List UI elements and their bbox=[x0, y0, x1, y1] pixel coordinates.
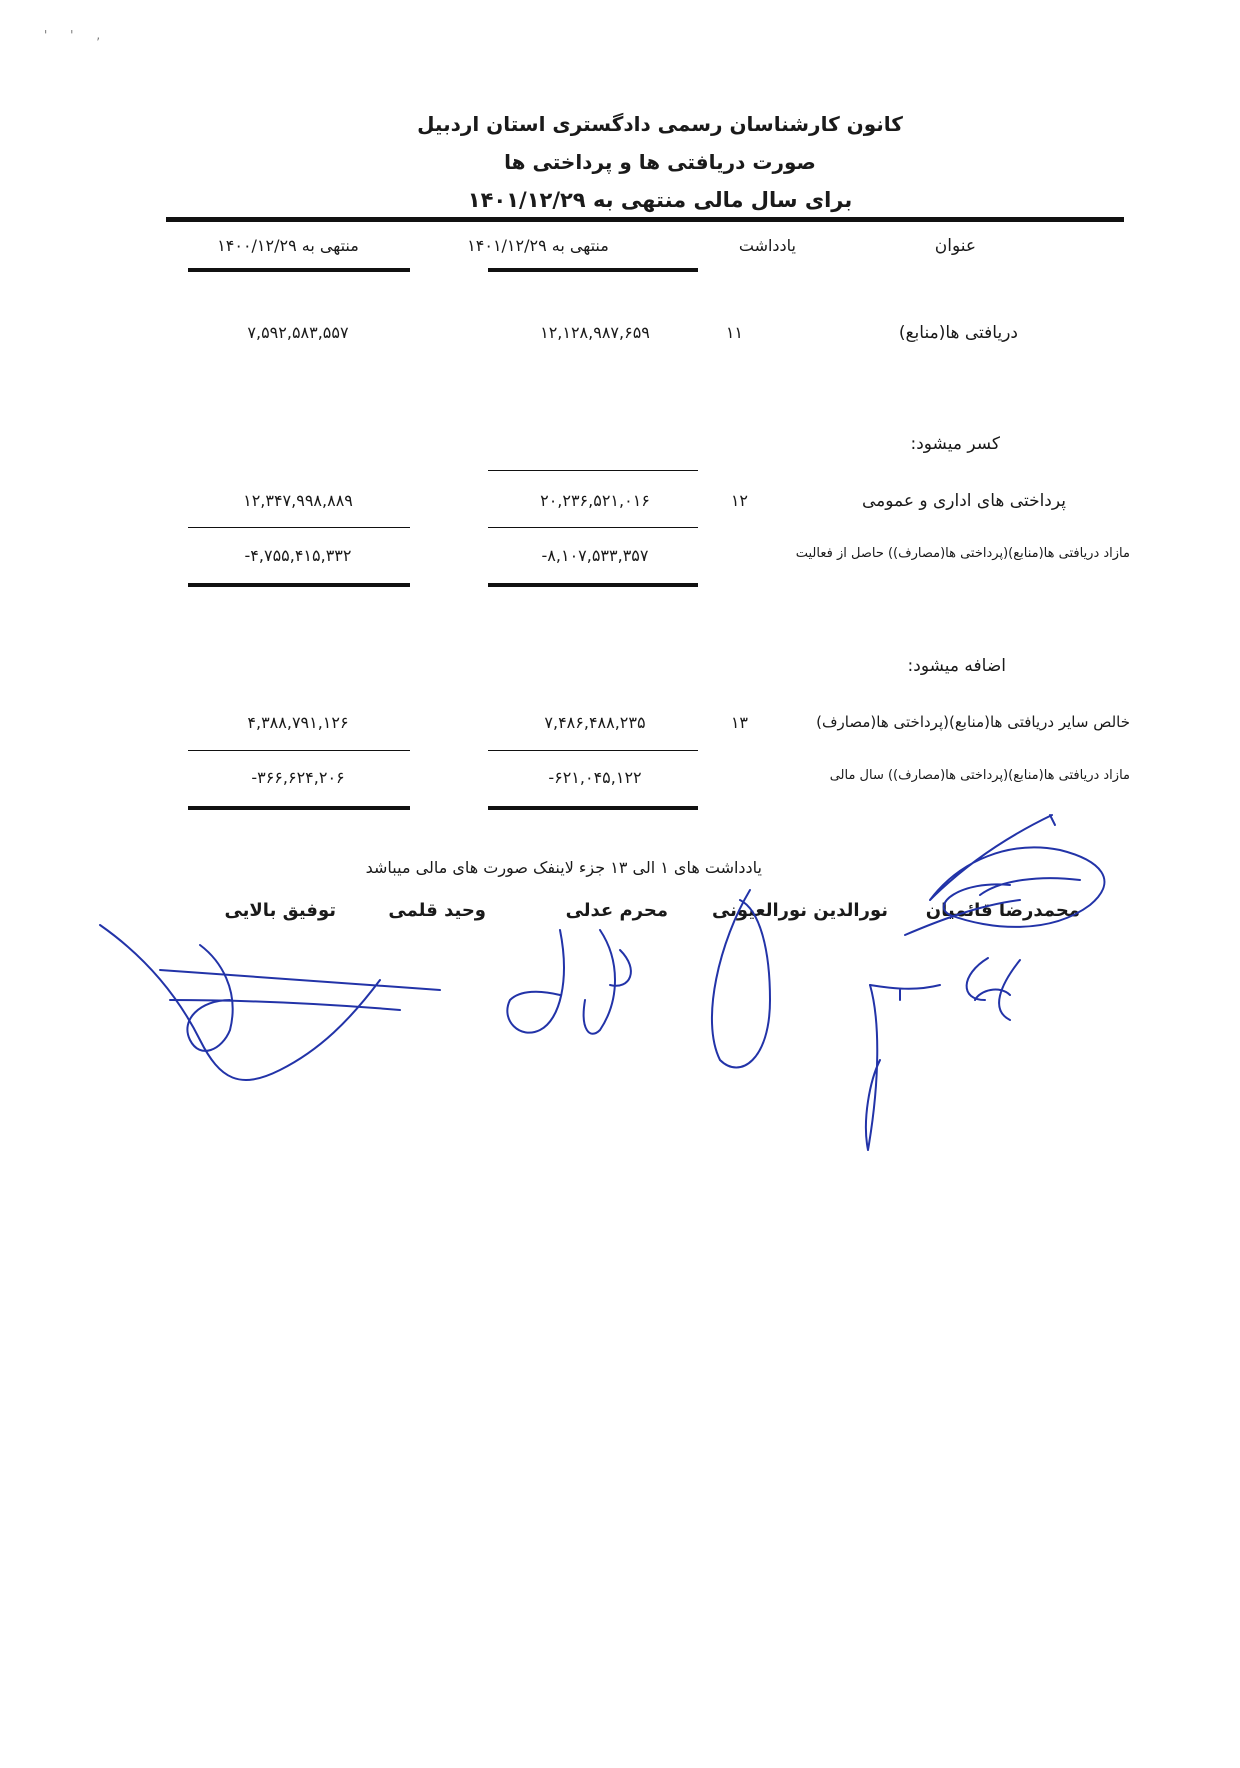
signatory-4: وحید قلمی bbox=[388, 900, 486, 921]
surplus-ops-rule-previous bbox=[188, 583, 410, 587]
col-current-rule bbox=[488, 268, 698, 272]
signature-3-ink bbox=[507, 930, 631, 1034]
other-net-previous: ۴,۳۸۸,۷۹۱,۱۲۶ bbox=[247, 713, 349, 732]
col-title: عنوان bbox=[934, 236, 976, 256]
surplus-year-previous: -۳۶۶,۶۲۴,۲۰۶ bbox=[251, 768, 345, 787]
footnote: یادداشت های ۱ الی ۱۳ جزء لاینفک صورت های مالی میباشد bbox=[365, 858, 762, 877]
scan-marks: ' ' , bbox=[44, 28, 101, 42]
other-net-note: ۱۳ bbox=[730, 713, 748, 732]
admin-rule-previous bbox=[188, 527, 410, 528]
surplus-year-label: مازاد دریافتی ها(منابع)(پرداختی ها(مصارف)) سال مالی bbox=[829, 768, 1130, 783]
receipts-label: دریافتی ها(منابع) bbox=[898, 323, 1018, 343]
statement-title: صورت دریافتی ها و پرداختی ها bbox=[504, 150, 816, 174]
signatory-3: محرم عدلی bbox=[565, 900, 668, 921]
deducted-label: کسر میشود: bbox=[910, 434, 1000, 454]
period-title: برای سال مالی منتهی به ۱۴۰۱/۱۲/۲۹ bbox=[467, 188, 853, 212]
col-current: منتهی به ۱۴۰۱/۱۲/۲۹ bbox=[467, 236, 609, 255]
signature-4-ink bbox=[100, 925, 440, 1080]
signature-2-ink bbox=[712, 890, 940, 1150]
signatory-5: توفیق بالایی bbox=[224, 900, 336, 921]
surplus-year-rule-current bbox=[488, 806, 698, 810]
col-previous: منتهی به ۱۴۰۰/۱۲/۲۹ bbox=[217, 236, 359, 255]
surplus-ops-previous: -۴,۷۵۵,۴۱۵,۳۳۲ bbox=[244, 546, 352, 565]
deducted-rule bbox=[488, 470, 698, 471]
other-net-rule-previous bbox=[188, 750, 410, 751]
col-previous-rule bbox=[188, 268, 410, 272]
signatory-2: نورالدین نورالعیونی bbox=[711, 900, 888, 921]
org-title: کانون کارشناسان رسمی دادگستری استان اردبیل bbox=[417, 112, 903, 136]
surplus-ops-label: مازاد دریافتی ها(منابع)(پرداختی ها(مصارف)) حاصل از فعالیت bbox=[795, 546, 1130, 561]
receipts-previous: ۷,۵۹۲,۵۸۳,۵۵۷ bbox=[247, 323, 349, 342]
admin-previous: ۱۲,۳۴۷,۹۹۸,۸۸۹ bbox=[243, 491, 353, 510]
receipts-note: ۱۱ bbox=[725, 323, 743, 342]
surplus-ops-current: -۸,۱۰۷,۵۳۳,۳۵۷ bbox=[541, 546, 649, 565]
admin-label: پرداختی های اداری و عمومی bbox=[861, 491, 1066, 511]
added-label: اضافه میشود: bbox=[907, 656, 1006, 676]
surplus-year-current: -۶۲۱,۰۴۵,۱۲۲ bbox=[548, 768, 642, 787]
surplus-year-rule-previous bbox=[188, 806, 410, 810]
other-net-rule-current bbox=[488, 750, 698, 751]
signatory-1: محمدرضا قائمیان bbox=[925, 900, 1080, 921]
surplus-ops-rule-current bbox=[488, 583, 698, 587]
receipts-current: ۱۲,۱۲۸,۹۸۷,۶۵۹ bbox=[540, 323, 650, 342]
other-net-current: ۷,۴۸۶,۴۸۸,۲۳۵ bbox=[544, 713, 646, 732]
col-note: یادداشت bbox=[738, 236, 796, 255]
header-rule bbox=[166, 217, 1124, 222]
admin-current: ۲۰,۲۳۶,۵۲۱,۰۱۶ bbox=[540, 491, 650, 510]
other-net-label: خالص سایر دریافتی ها(منابع)(پرداختی ها(مصارف) bbox=[816, 713, 1130, 731]
admin-rule-current bbox=[488, 527, 698, 528]
admin-note: ۱۲ bbox=[730, 491, 748, 510]
